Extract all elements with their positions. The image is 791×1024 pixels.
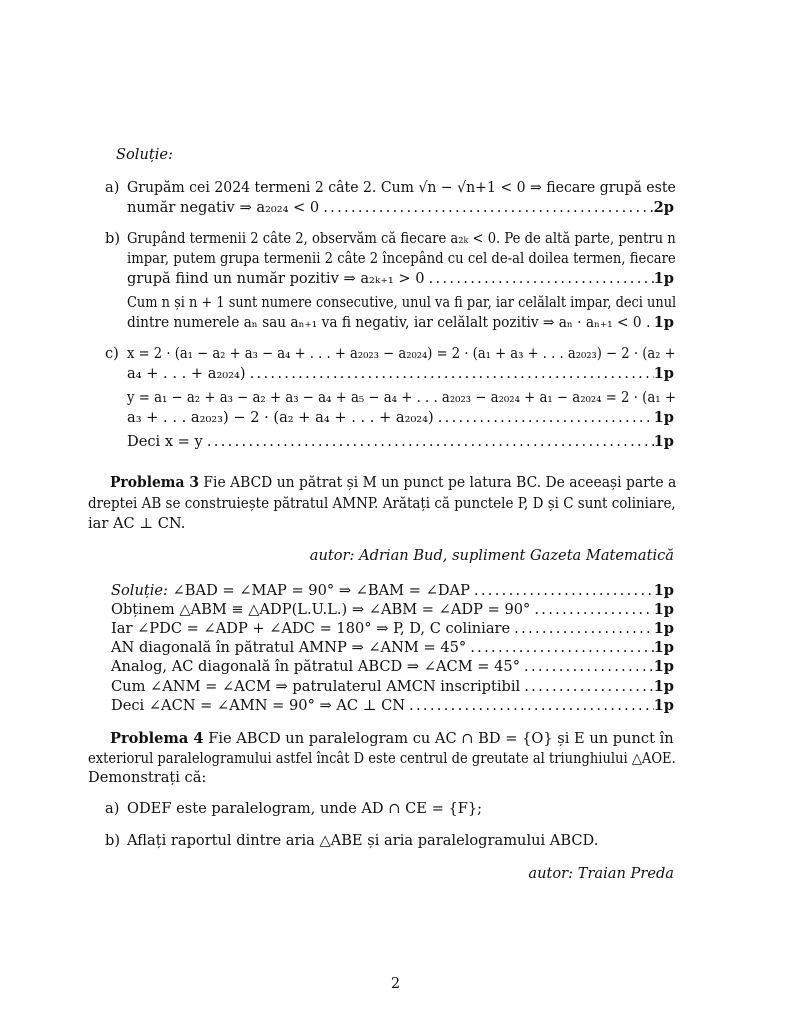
points-badge: 1p bbox=[653, 582, 674, 599]
part-b-line4: Cum n și n + 1 sunt numere consecutive, unul va fi par, iar celălalt impar, deci unul bbox=[127, 294, 677, 311]
problem-3-author: autor: Adrian Bud, supliment Gazeta Matematică bbox=[309, 547, 674, 564]
part-c-label: c) bbox=[105, 345, 119, 362]
p3-solution-label: Soluție: bbox=[111, 582, 168, 599]
leader-dots bbox=[246, 364, 654, 384]
p3-step-4-text: AN diagonală în pătratul AMNP ⇒ ∠ANM = 45° bbox=[111, 639, 467, 656]
part-b-line5 bbox=[127, 313, 674, 333]
problem-3-line3: iar AC ⊥ CN. bbox=[88, 515, 186, 532]
problem-4-title: Problema 4 bbox=[110, 730, 204, 747]
problem-4-item-b-label: b) bbox=[105, 832, 121, 849]
leader-dots bbox=[510, 619, 653, 639]
leader-dots bbox=[520, 657, 654, 677]
points-badge: 2p bbox=[653, 199, 674, 216]
part-b-line3 bbox=[127, 269, 674, 289]
part-c-line2-text: a₄ + . . . + a₂₀₂₄) bbox=[127, 365, 246, 382]
p3-step-1 bbox=[111, 581, 674, 601]
problem-4-line1 bbox=[110, 729, 674, 749]
leader-dots bbox=[405, 696, 654, 716]
points-badge: 1p bbox=[653, 365, 674, 382]
leader-dots bbox=[203, 432, 654, 452]
problem-4-line2: exteriorul paralelogramului astfel încât D este centrul de greutate al triunghiului △AOE. bbox=[88, 750, 676, 767]
problem-4-author: autor: Traian Preda bbox=[528, 865, 674, 882]
p3-step-5 bbox=[111, 657, 674, 677]
points-badge: 1p bbox=[653, 409, 674, 426]
p3-step-2 bbox=[111, 600, 674, 620]
part-b-line2: impar, putem grupa termenii 2 câte 2 începând cu cel de-al doilea termen, fiecare bbox=[127, 250, 676, 267]
leader-dots bbox=[642, 313, 654, 333]
leader-dots bbox=[520, 677, 653, 697]
points-badge: 1p bbox=[653, 270, 674, 287]
part-a-line1: Grupăm cei 2024 termeni 2 câte 2. Cum √n − √n+1 < 0 ⇒ fiecare grupă este bbox=[127, 179, 676, 196]
points-badge: 1p bbox=[653, 697, 674, 714]
part-c-line5 bbox=[127, 432, 674, 452]
p3-step-7 bbox=[111, 696, 674, 716]
problem-3-line1 bbox=[110, 473, 676, 493]
part-a-label: a) bbox=[105, 179, 120, 196]
problem-3-title: Problema 3 bbox=[110, 474, 199, 491]
leader-dots bbox=[319, 198, 653, 218]
page-number: 2 bbox=[390, 975, 401, 992]
points-badge: 1p bbox=[653, 601, 674, 618]
p3-step-4 bbox=[111, 638, 674, 658]
points-badge: 1p bbox=[653, 314, 674, 331]
part-a-line2 bbox=[127, 198, 674, 218]
problem-4-line3: Demonstrați că: bbox=[88, 769, 207, 786]
solution-header: Soluție: bbox=[116, 146, 173, 163]
p3-step-5-text: Analog, AC diagonală în pătratul ABCD ⇒ ∠ACM = 45° bbox=[111, 658, 521, 675]
leader-dots bbox=[470, 581, 654, 601]
problem-3-line2: dreptei AB se construiește pătratul AMNP. Arătați că punctele P, D și C sunt coliniare, bbox=[88, 495, 676, 512]
problem-4-statement-1: Fie ABCD un paralelogram cu AC ∩ BD = {O} și E un punct în bbox=[208, 730, 674, 747]
p3-step-1-formula: ∠BAD = ∠MAP = 90° ⇒ ∠BAM = ∠DAP bbox=[172, 582, 470, 599]
problem-4-item-a: ODEF este paralelogram, unde AD ∩ CE = {F}; bbox=[127, 800, 483, 817]
part-b-label: b) bbox=[105, 230, 121, 247]
p3-step-6-text: Cum ∠ANM = ∠ACM ⇒ patrulaterul AMCN inscriptibil bbox=[111, 678, 521, 695]
part-c-line5-text: Deci x = y bbox=[127, 433, 203, 450]
part-a-line2-text: număr negativ ⇒ a₂₀₂₄ < 0 bbox=[127, 199, 320, 216]
part-c-line1: x = 2 · (a₁ − a₂ + a₃ − a₄ + . . . + a₂₀₂₃ − a₂₀₂₄) = 2 · (a₁ + a₃ + . . . a₂₀₂₃) − 2 · (a₂ + bbox=[127, 345, 676, 362]
part-b-line1: Grupând termenii 2 câte 2, observăm că fiecare a₂ₖ < 0. Pe de altă parte, pentru n bbox=[127, 230, 676, 247]
leader-dots bbox=[530, 600, 653, 620]
part-b-line3-text: grupă fiind un număr pozitiv ⇒ a₂ₖ₊₁ > 0 bbox=[127, 270, 425, 287]
part-c-line2 bbox=[127, 364, 674, 384]
points-badge: 1p bbox=[653, 678, 674, 695]
points-badge: 1p bbox=[653, 433, 674, 450]
part-c-line4-text: a₃ + . . . a₂₀₂₃) − 2 · (a₂ + a₄ + . . . + a₂₀₂₄) bbox=[127, 409, 434, 426]
p3-step-6 bbox=[111, 677, 674, 697]
p3-step-3-text: Iar ∠PDC = ∠ADP + ∠ADC = 180° ⇒ P, D, C coliniare bbox=[111, 620, 511, 637]
problem-4-item-a-label: a) bbox=[105, 800, 120, 817]
p3-step-7-text: Deci ∠ACN = ∠AMN = 90° ⇒ AC ⊥ CN bbox=[111, 697, 406, 714]
leader-dots bbox=[466, 638, 653, 658]
leader-dots bbox=[425, 269, 654, 289]
problem-3-statement-1: Fie ABCD un pătrat și M un punct pe latura BC. De aceeași parte a bbox=[203, 474, 677, 491]
points-badge: 1p bbox=[653, 658, 674, 675]
part-b-line5-text: dintre numerele aₙ sau aₙ₊₁ va fi negativ, iar celălalt pozitiv ⇒ aₙ · aₙ₊₁ < 0 bbox=[127, 314, 642, 331]
part-c-line3: y = a₁ − a₂ + a₃ − a₂ + a₃ − a₄ + a₅ − a₄ + . . . a₂₀₂₃ − a₂₀₂₄ + a₁ − a₂₀₂₄ = 2 · (a₁ + bbox=[127, 389, 676, 406]
problem-4-item-b: Aflați raportul dintre aria △ABE și aria paralelogramului ABCD. bbox=[127, 832, 599, 849]
part-c-line4 bbox=[127, 408, 674, 428]
leader-dots bbox=[434, 408, 654, 428]
points-badge: 1p bbox=[653, 639, 674, 656]
p3-step-2-text: Obținem △ABM ≡ △ADP(L.U.L.) ⇒ ∠ABM = ∠ADP = 90° bbox=[111, 601, 531, 618]
p3-step-3 bbox=[111, 619, 674, 639]
p3-step-1-text bbox=[111, 581, 470, 601]
points-badge: 1p bbox=[653, 620, 674, 637]
